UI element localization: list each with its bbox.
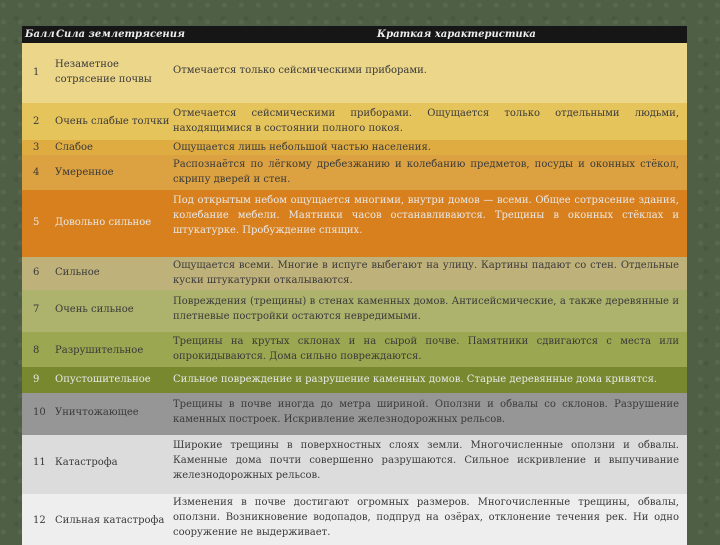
row-number: 5 xyxy=(33,217,40,228)
table-header xyxy=(22,26,687,43)
row-number: 10 xyxy=(33,407,46,418)
row-number: 3 xyxy=(33,142,40,153)
row-number: 9 xyxy=(33,374,40,385)
row-force: Уничтожающее xyxy=(55,407,139,418)
row-description: Сильное повреждение и разрушение каменных домов. Старые деревянные дома кривятся. xyxy=(173,374,658,385)
row-force: Сильное xyxy=(55,267,100,278)
row-number: 1 xyxy=(33,67,40,78)
table-row xyxy=(22,435,687,494)
earthquake-scale-slide xyxy=(22,26,687,538)
row-description: Повреждения (трещины) в стенах каменных домов. Антисейсмические, а также деревянные и плетневые постройки остаются невредимыми. xyxy=(173,296,679,322)
row-description: Трещины в почве иногда до метра шириной. Оползни и обвалы со склонов. Разрушение каменных построек. Искривление железнодорожных рельсов. xyxy=(173,399,679,425)
row-force: Разрушительное xyxy=(55,345,144,356)
table-row xyxy=(22,103,687,140)
row-number: 8 xyxy=(33,345,40,356)
row-description: Ощущается всеми. Многие в испуге выбегают на улицу. Картины падают со стен. Отдельные куски штукатурки откалываются. xyxy=(173,260,679,286)
row-number: 12 xyxy=(33,515,46,526)
row-description: Ощущается лишь небольшой частью населения. xyxy=(173,142,431,153)
row-description: Отмечается сейсмическими приборами. Ощущается только отдельными людьми, находящимися в состоянии полного покоя. xyxy=(173,108,679,134)
table-row xyxy=(22,43,687,103)
row-description: Изменения в почве достигают огромных размеров. Многочисленные трещины, обвалы, оползни. Возникновение водопадов, подпруд на озёрах, отклонение течения рек. Ни одно сооружение не выдерживает. xyxy=(173,497,679,538)
row-number: 2 xyxy=(33,116,40,127)
row-number: 11 xyxy=(33,457,46,468)
row-force: Очень слабые толчки xyxy=(55,116,170,127)
table-row xyxy=(22,332,687,367)
row-force: Опустошительное xyxy=(55,374,151,385)
row-number: 7 xyxy=(33,304,40,315)
table-row xyxy=(22,494,687,545)
row-force: Сильная катастрофа xyxy=(55,515,165,526)
table-row xyxy=(22,367,687,393)
row-description: Трещины на крутых склонах и на сырой почве. Памятники сдвигаются с места или опрокидываются. Дома сильно повреждаются. xyxy=(173,336,679,362)
header-force: Сила землетрясения xyxy=(56,29,185,40)
row-force: Умеренное xyxy=(55,167,114,178)
table-row xyxy=(22,155,687,190)
header-description: Краткая характеристика xyxy=(377,29,536,40)
table-row xyxy=(22,257,687,290)
table-row xyxy=(22,290,687,332)
row-force: Незаметное сотрясение почвы xyxy=(55,59,152,85)
row-force: Слабое xyxy=(55,142,93,153)
row-description: Широкие трещины в поверхностных слоях земли. Многочисленные оползни и обвалы. Каменные дома почти совершенно разрушаются. Сильное искривление и выпучивание железнодорожных рельсов. xyxy=(173,440,679,481)
row-description: Отмечается только сейсмическими приборами. xyxy=(173,65,427,76)
header-ball: Балл xyxy=(25,29,55,40)
table-row xyxy=(22,190,687,257)
row-force: Очень сильное xyxy=(55,304,134,315)
row-description: Распознаётся по лёгкому дребезжанию и колебанию предметов, посуды и оконных стёкол, скрипу дверей и стен. xyxy=(173,159,679,185)
row-description: Под открытым небом ощущается многими, внутри домов — всеми. Общее сотрясение здания, колебание мебели. Маятники часов останавливаются. Трещины в оконных стёклах и штукатурке. Пробуждение спящих. xyxy=(173,195,679,236)
row-force: Довольно сильное xyxy=(55,217,152,228)
row-number: 6 xyxy=(33,267,40,278)
table-row xyxy=(22,393,687,435)
row-number: 4 xyxy=(33,167,40,178)
table-row xyxy=(22,140,687,155)
row-force: Катастрофа xyxy=(55,457,118,468)
